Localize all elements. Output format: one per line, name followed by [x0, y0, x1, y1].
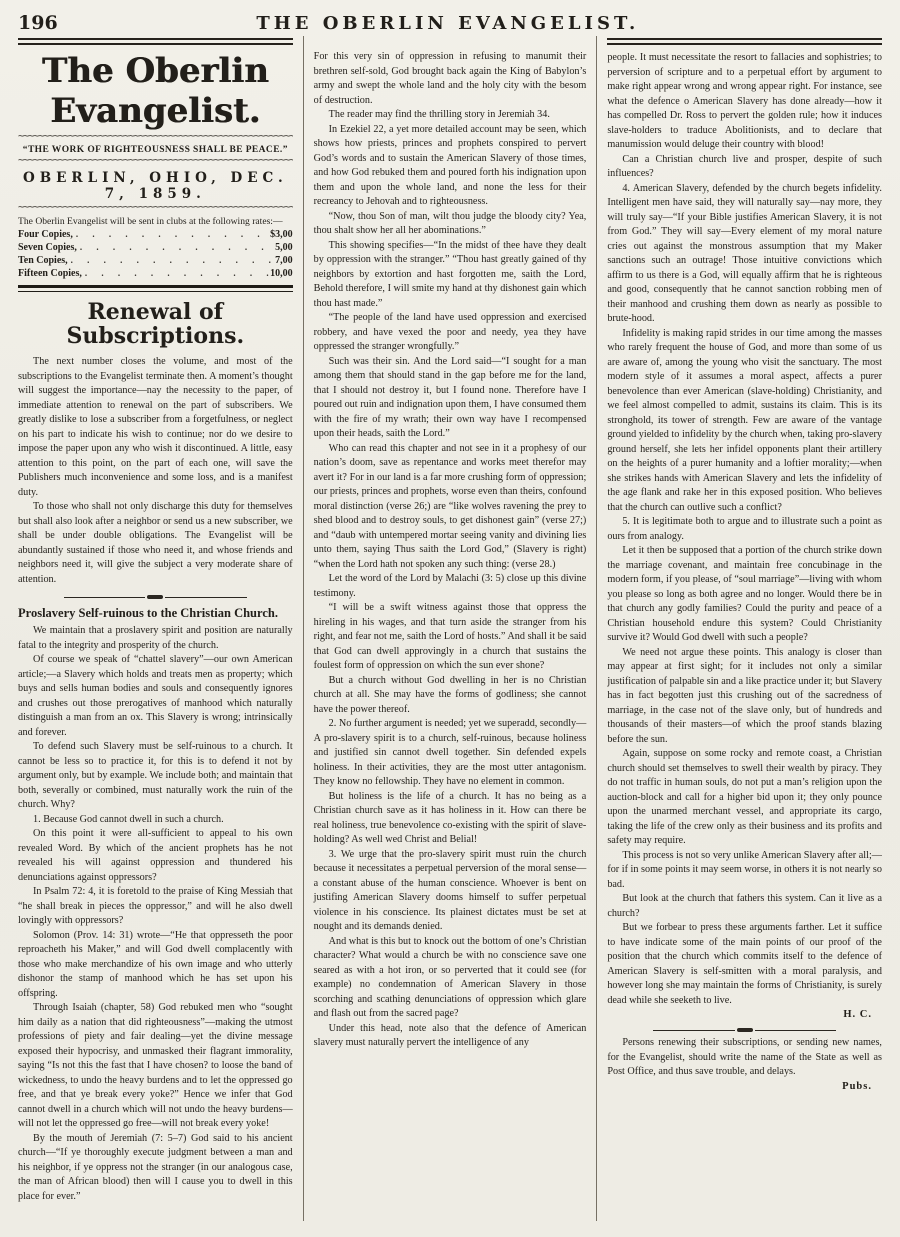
paragraph: “Now, thou Son of man, wilt thou judge the bloody city? Yea, thou shalt show her all her abominations.”	[313, 210, 587, 236]
paragraph: To those who shall not only discharge this duty for themselves but shall also look after a neighbor or send us a new subscriber, we shall be under double obligations. The Evangelist will be abundantly sustained if those who need it, and whose friends and neighbors need it, will give the subject a very moderate share of attention.	[18, 501, 293, 585]
rate-row	[18, 267, 293, 280]
rate-label: Fifteen Copies,	[18, 268, 82, 279]
rate-label: Ten Copies,	[18, 255, 68, 266]
paragraph: people. It must necessitate the resort to fallacies and sophistries; to perversion of scripture and to a perpetual effort by argument to make right appear wrong and wrong appear right. For instance, see what the defence o American Slavery has done already—how it has compelled Dr. Ross to pervert the golden rule; how it induces slave-holders to traduce Abolitionists, and to declare that manumission would deluge their country with blood!	[607, 52, 882, 150]
rate-price: 5,00	[275, 242, 293, 253]
paragraph: But holiness is the life of a church. It has no being as a Christian church save as it has holiness in it. How can there be real holiness, true benevolence co-existing with the spirit of slave-holding? As well wed Christ and Belial!	[313, 790, 587, 845]
page-header	[0, 0, 900, 32]
paragraph: Of course we speak of “chattel slavery”—our own American article;—a Slavery which holds and treats men as property; which buys and sells human bodies and souls and consequently ignores and crushes out those prerogatives of manhood which naturally distinguish a man from an ox. This Slavery is wrong; intrinsically and forever.	[18, 654, 293, 738]
article-heading-proslavery: Proslavery Self-ruinous to the Christian Church.	[18, 606, 278, 620]
paragraph: We maintain that a proslavery spirit and position are naturally fatal to the integrity and prosperity of the church.	[18, 625, 293, 651]
paragraph: For this very sin of oppression in refusing to manumit their brethren self-sold, God brought back again the King of Babylon’s army and swept the whole land and the holy city with the besom of destruction.	[313, 51, 587, 106]
wavy-rule	[18, 204, 293, 213]
paragraph: This showing specifies—“In the midst of thee have they dealt by oppression with the stranger.” “Thou hast greatly gained of thy neighbors by extortion and hast forgotten me, saith the Lord, Behold therefore, I will smite my hand at thy dishonest gain which thou hast made.”	[313, 239, 587, 309]
double-rule	[607, 38, 882, 45]
rate-row	[18, 228, 293, 241]
paragraph: This process is not so very unlike American Slavery after all;—for if in some points it may seem worse, in others it is not nearly so bad.	[607, 849, 882, 890]
paragraph: The reader may find the thrilling story in Jeremiah 34.	[328, 109, 550, 120]
signature-publishers: Pubs.	[842, 1080, 872, 1092]
column-middle	[303, 36, 598, 1221]
columns-container	[0, 32, 900, 1221]
paragraph: 4. American Slavery, defended by the church begets infidelity. Intelligent men have said, they will naturally say—nay more, they will truly say—“If your Bible justifies American Slavery, it is not from God.” They will say—Every element of my moral nature cries out against the monstrous assumption that my Maker sanctions such an outrage! Those intuitive convictions which affirm to us there is a God, will equally affirm that he is righteous and good, consequently that he cannot sanction robbing men of their manhood and crushing them down as nearly as possible to brute-hood.	[607, 182, 882, 324]
paragraph: Again, suppose on some rocky and remote coast, a Christian church should set themselves to swell their wealth by piracy. They do not traffic in human souls, do not put a man’s religion upon the auction-block and call for a higher bid upon it; they only pounce upon the unarmed merchant vessel, and appropriate its cargo, taking the life of the crew only as their business and its profits and safety may require.	[607, 748, 882, 846]
rate-price: $3,00	[270, 229, 293, 240]
paragraph: But look at the church that fathers this system. Can it live as a church?	[607, 893, 882, 919]
paragraph: And what is this but to knock out the bottom of one’s Christian character? What would a church be with no conscience save one seared as with a hot iron, or so perverted that it could see (for example) no condemnation of American Slavery in those scorching and scathing denunciations of oppression which glare and flash out from the sacred page?	[313, 935, 587, 1019]
rate-price: 10,00	[270, 268, 293, 279]
paragraph: Such was their sin. And the Lord said—“I sought for a man among them that should stand in the gap before me for the land, that I should not destroy it, but I found none. Therefore have I poured out ruin and indignation upon them, I have consumed them with the fire of my wrath; their own way have I recompensed upon their heads, saith the Lord.”	[313, 355, 587, 439]
rate-label: Four Copies,	[18, 229, 73, 240]
divider-diamond	[147, 595, 163, 599]
paragraph: Through Isaiah (chapter, 58) God rebuked men who “sought him daily as a nation that did righteousness”—making the utmost professions of piety and fair dealing—yet the divine message exposed their hypocrisy, and unmasked their flagrant immorality, saying “Is not this the fast that I have chosen? to loose the band of wickedness, to undo the heavy burdens and to let the oppressed go free, and that ye break every yoke?” Hence we infer that God cannot dwell in a church which will not undo the heavy burdens—will not let the oppressed go free—will not break every yoke!	[18, 1002, 293, 1129]
paragraph: Solomon (Prov. 14: 31) wrote—“He that oppresseth the poor reproacheth his Maker,” and will God dwell complacently with those who make merchandize of his own image and who utterly dishonor the stamp of manhood which he has set upon his offspring.	[18, 929, 293, 999]
rate-row	[18, 241, 293, 254]
rate-row	[18, 254, 293, 267]
column-left	[8, 36, 303, 1221]
masthead-dateline: OBERLIN, OHIO, DEC. 7, 1859.	[22, 170, 288, 202]
dot-leader	[68, 254, 276, 267]
paragraph: Let it then be supposed that a portion of the church strike down the marriage covenant, and maintain free concubinage in the modern form, if you please, of “soul marriage”—living with whom you please so long as both agree and no longer. Would there be in that church any godly families? Could the purity and peace of a Christian household endure this system? Could Christianity survive it? Would God dwell with such a people?	[607, 545, 882, 643]
paragraph: But we forbear to press these arguments farther. Let it suffice to have indicate some of the main points of our proof of the position that the church which commits itself to the defence of American Slavery is self-smitten with a moral paralysis, and however long she may maintain the forms of Christianity, is surely dead while she seeketh to live.	[607, 922, 882, 1006]
paragraph: In Psalm 72: 4, it is foretold to the praise of King Messiah that “he shall break in pieces the oppressor,” and will he also dwell lovingly with oppressors?	[18, 886, 293, 926]
paragraph: 5. It is legitimate both to argue and to illustrate such a point as ours from analogy.	[607, 516, 882, 542]
subscription-rates	[18, 216, 293, 280]
signature-author: H. C.	[843, 1009, 872, 1020]
paragraph: In Ezekiel 22, a yet more detailed account may be seen, which shows how priests, princes and prophets conspired to pervert God’s words and to sustain the American Slavery of those times, and how God rebuked them and poured forth his indignation upon them and upon the whole land, and none the less for their recreancy to Jehovah and to righteousness.	[313, 123, 587, 207]
paragraph: Under this head, note also that the defence of American slavery must naturally pervert the intelligence of any	[313, 1022, 587, 1048]
rate-label: Seven Copies,	[18, 242, 77, 253]
dot-leader	[77, 241, 275, 254]
paragraph: 2. No further argument is needed; yet we superadd, secondly—A pro-slavery spirit is to a church, self-ruinous, because holiness and justified sin cannot dwell together. Sin defended expels holiness. In their activities, they are the most utter antagonism. They know no fellowship. They have no element in common.	[313, 718, 587, 787]
notice-text: Persons renewing their subscriptions, or sending new names, for the Evangelist, should write the name of the State as well as Post Office, and thus save trouble, and delays.	[607, 1037, 882, 1077]
paragraph: Who can read this chapter and not see in it a prophesy of our nation’s doom, save as repentance and works meet therefor may avert it? For in our land is a far more crushing form of oppression; our priests, princes and prophets, worse even than theirs, confound moral distinction (verse 26;) are “like wolves ravening the prey to shed blood and to destroy souls, to get dishonest gain” (verse 27;) and “daub with untempered mortar seeing vanity and divining lies unto them, saying Thus saith the Lord God,” (Slavery is right) “when the Lord hath not spoken any such thing: (verse 28.)	[313, 442, 587, 570]
masthead-title: The Oberlin Evangelist.	[41, 51, 269, 131]
paragraph: 3. We urge that the pro-slavery spirit must ruin the church because it necessitates a perpetual perversion of the moral sense—a constant abuse of the human conscience. Whoever is bent on justifing American Slavery dooms himself to suffer perpetual violence in his conscience. Its plainest dictates must be set at nought and its demands denied.	[313, 848, 587, 932]
wavy-rule	[18, 133, 293, 142]
paragraph: To defend such Slavery must be self-ruinous to a church. It cannot be less so to practice it, for this is to defend it not by argument only, but by example. We include both; and maintain that both, severally or combined, must naturally work the ruin of the church. Why?	[18, 741, 293, 810]
double-rule	[18, 38, 293, 45]
rate-price: 7,00	[275, 255, 293, 266]
dot-leader	[73, 228, 270, 241]
paragraph: “The people of the land have used oppression and exercised robbery, and have vexed the poor and needy, yea they have oppressed the stranger wrongfully.”	[313, 312, 587, 352]
paragraph: On this point it were all-sufficient to appeal to his own revealed Word. By which of the ancient prophets has he not revealed his will against oppression and thundered his denunciations against oppressors?	[18, 828, 293, 883]
column-right	[597, 36, 892, 1221]
paragraph: Infidelity is making rapid strides in our time among the masses who rarely frequent the house of God, and more than some of us are aware of, among the young who visit the sanctuary. The most modern style of it assumes a moral aspect, affects a purer benevolence than ever American (slave-holding) Christianity, and we feel almost compelled to admit, sustains its claim. This is its stronghold, its tower of strength. Few are aware of the vantage ground yielded to infidelity by the church when, taking pro-slavery ground herself, she lets her infidel opponents plant their artillery on the heights of a purer humanity and a loftier morality;—when she strikes hands with American Slavery and lets the infidelity of the age flank and rake her in this exposed position. Who believes that the church can outlive such a conflict?	[607, 327, 882, 513]
wavy-rule	[18, 157, 293, 166]
heavy-rule	[18, 285, 293, 292]
page-number: 196	[18, 12, 58, 34]
divider-diamond	[737, 1028, 753, 1032]
section-divider	[64, 595, 247, 599]
paragraph: “I will be a swift witness against those that oppress the hireling in his wages, and that turn aside the stranger from his right, and fear not me, saith the Lord of hosts.” And shall it be said that God can dwell approvingly in a church that sustains the foulest form of oppression on which the sun ever shone?	[313, 602, 587, 671]
paragraph: 1. Because God cannot dwell in such a church.	[33, 813, 224, 825]
running-title: THE OBERLIN EVANGELIST.	[256, 13, 640, 34]
section-divider	[653, 1028, 836, 1032]
rates-intro: The Oberlin Evangelist will be sent in clubs at the following rates:—	[18, 216, 283, 227]
paragraph: Let the word of the Lord by Malachi (3: 5) close up this divine testimony.	[313, 573, 587, 599]
dot-leader	[82, 267, 270, 280]
paragraph: The next number closes the volume, and most of the subscriptions to the Evangelist terminate then. A moment’s thought will suggest the importance—nay the necessity to the paper, of immediate attention to renewal on the part of subscribers. We greatly dislike to lose a subscriber from a forgetfulness, or neglect on his part to indicate his wish to continue; nor do we desire to impose the paper upon any who wish it discontinued. A little, easy attention to this point, on the part of each one, will save the Publishers much inconvenience and some loss, and is a manifest duty.	[18, 356, 293, 498]
masthead	[18, 51, 293, 292]
article-heading-renewal: Renewal of Subscriptions.	[66, 299, 245, 349]
paragraph: Can a Christian church live and prosper, despite of such influences?	[607, 153, 882, 179]
paragraph: We need not argue these points. This analogy is closer than may appear at first sight; for it includes not only a similar justification of palpable sin and a like practice under it; but Slavery has in fact begotten just this crushing out of the sacredness of marriage, in the case not of the slave only, but of hundreds and thousands of their masters—of which the proof stands blazing before the sun.	[607, 646, 882, 745]
paragraph: By the mouth of Jeremiah (7: 5–7) God said to his ancient church—“If ye thoroughly execute judgment between a man and his neighbor, if ye oppress not the stranger (in our analogous case, the man of African blood) then will I cause you to dwell in this place for ever.”	[18, 1132, 293, 1202]
paragraph: But a church without God dwelling in her is no Christian church at all. She may have the forms of godliness; she cannot have the power thereof.	[313, 674, 587, 715]
masthead-motto: “THE WORK OF RIGHTEOUSNESS SHALL BE PEACE.”	[22, 145, 288, 155]
